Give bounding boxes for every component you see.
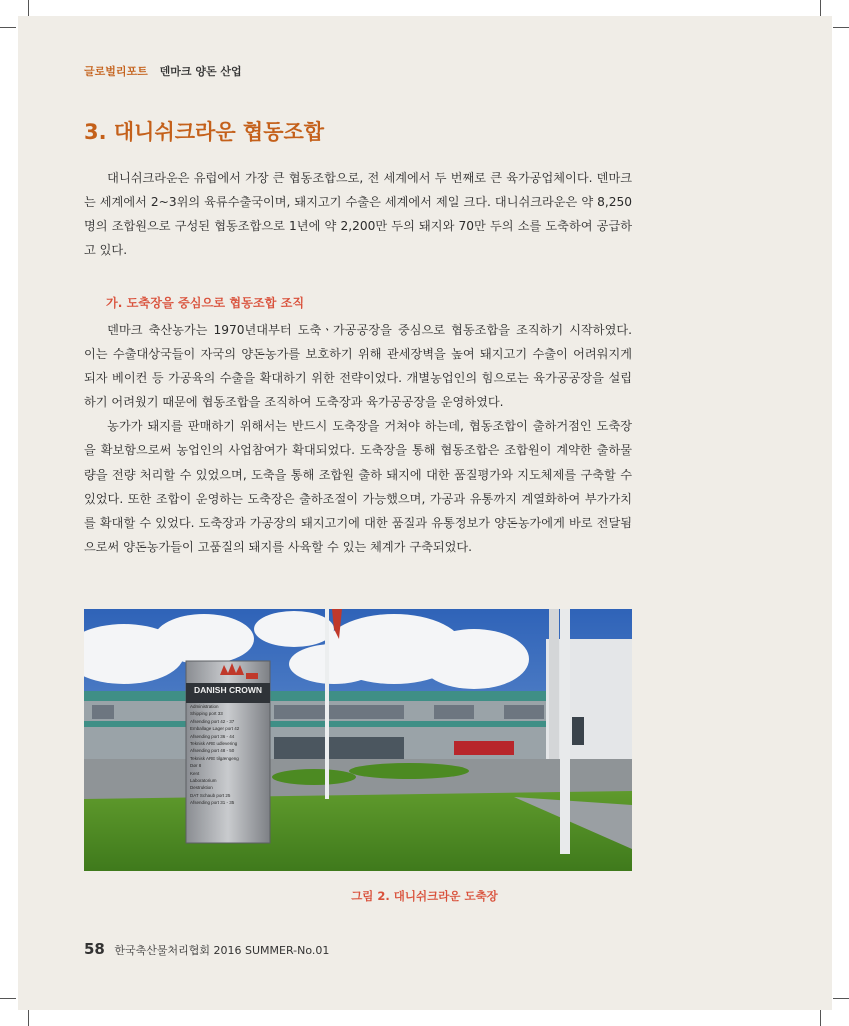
sign-line: Kent [190, 770, 200, 776]
sign-line: Teknisk ARE tilgængeng [190, 755, 239, 761]
crop-mark [833, 998, 849, 999]
sign-line: Dør 8 [190, 763, 202, 769]
sign-line: DAT Schaub port 25 [190, 792, 231, 798]
page-number: 58 [84, 940, 105, 958]
paragraph-text: 덴마크 축산농가는 1970년대부터 도축ㆍ가공공장을 중심으로 협동조합을 조직하기 시작하였다. 이는 수출대상국들이 자국의 양돈농가를 보호하기 위해 관세장벽을 높여 돼지고기 수출이 어려워지게 되자 베이컨 등 가공육의 수출을 확대하기 위한 전략이었다. 개별농업인의 힘으로는 육가공공장을 설립하기 어려웠기 때문에 협동조합을 조직하여 도축장과 육가공공장을 운영하였다. [84, 323, 632, 410]
sign-line: Destruktion [190, 785, 213, 791]
crop-mark [820, 0, 821, 16]
crop-mark [0, 998, 16, 999]
sign-line: Afsending port 42 - 37 [190, 718, 235, 724]
crop-mark [833, 27, 849, 28]
sign-line: Afsending port 48 - 50 [190, 748, 235, 754]
crop-mark [0, 27, 16, 28]
sign-line: Teknisk ARE udlevering [190, 741, 238, 747]
crop-mark [28, 0, 29, 16]
section-label: 글로벌리포트 [84, 65, 148, 78]
crop-mark [820, 1010, 821, 1026]
paragraph-text: 농가가 돼지를 판매하기 위해서는 반드시 도축장을 거쳐야 하는데, 협동조합이 출하거점인 도축장을 확보함으로써 농업인의 사업참여가 확대되었다. 도축장을 통해 협동조합은 조합원이 계약한 출하물량을 전량 처리할 수 있었으며, 도축을 통해 조합원 출하 돼지에 대한 품질평가와 지도체제를 구축할 수 있었다. 또한 조합이 운영하는 도축장은 출하조절이 가능했으며, 가공과 유통까지 계열화하여 부가가치를 확대할 수 있었다. 도축장과 가공장의 돼지고기에 대한 품질과 유통정보가 양돈농가에게 바로 전달됨으로써 양돈농가들이 고품질의 돼지를 사육할 수 있는 체계가 구축되었다. [84, 419, 632, 554]
topic-label: 덴마크 양돈 산업 [159, 65, 242, 78]
sign-line: Afsending port 36 - 44 [190, 733, 235, 739]
sign-line: Administration [190, 704, 219, 709]
factory-photo-illustration [84, 609, 632, 871]
running-header [84, 63, 242, 79]
sign-line: Emballage Lager port 42 [190, 726, 240, 732]
intro-paragraph [84, 166, 632, 262]
publication-name: 한국축산물처리협회 2016 SUMMER-No.01 [114, 944, 330, 957]
sign-directory [190, 703, 266, 807]
sign-line: Laboratorium [190, 778, 217, 784]
crop-mark [28, 1010, 29, 1026]
section-heading: 3. 대니쉬크라운 협동조합 [84, 120, 325, 144]
paragraph-text: 대니쉬크라운은 유럽에서 가장 큰 협동조합으로, 전 세계에서 두 번째로 큰 육가공업체이다. 덴마크는 세계에서 2~3위의 육류수출국이며, 돼지고기 수출은 세계에서 제일 크다. 대니쉬크라운은 약 8,250명의 조합원으로 구성된 협동조합으로 1년에 약 2,200만 두의 돼지와 70만 두의 소를 도축하여 공급하고 있다. [84, 171, 632, 258]
sign-line: Shipping port 33 [190, 711, 223, 717]
figure-caption: 그림 2. 대니쉬크라운 도축장 [351, 889, 498, 903]
body-text [84, 318, 632, 559]
sign-brand: DANISH CROWN [194, 685, 262, 695]
sign-line: Afsending port 31 - 35 [190, 800, 235, 806]
page-footer [84, 940, 329, 958]
subheading: 가. 도축장을 중심으로 협동조합 조직 [106, 296, 305, 310]
factory-photo [84, 609, 632, 871]
